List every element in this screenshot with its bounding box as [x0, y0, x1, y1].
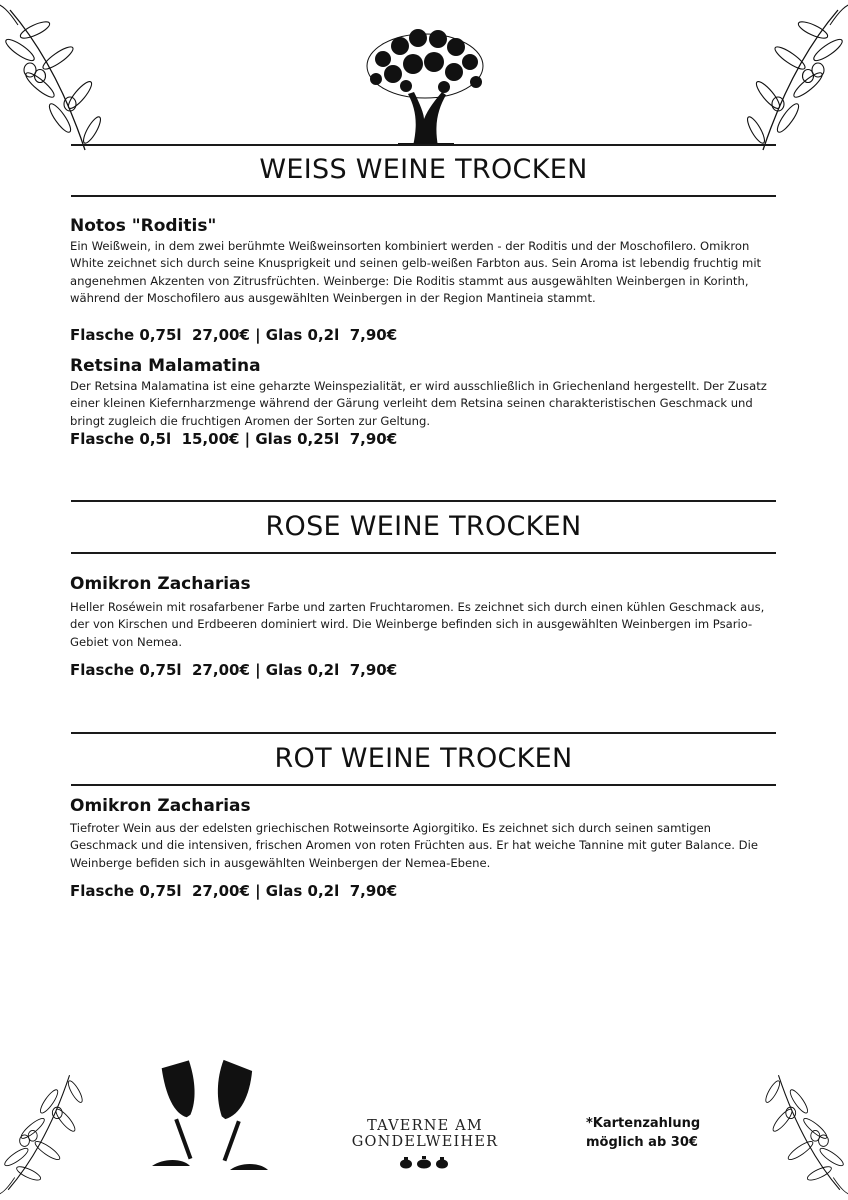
wine-name: Retsina Malamatina	[70, 356, 261, 376]
wine-description: Tiefroter Wein aus der edelsten griechischen Rotweinsorte Agiorgitiko. Es zeichnet sich durch seinen samtigen Geschmack und die intensiven, frischen Aromen von roten Früchten aus. Er hat weiche Tannine mit guter Balance. Die Weinberge befiden sich in ausgewählten Weinbergen der Nemea-Ebene.	[70, 821, 758, 870]
champagne-glasses-icon	[148, 1058, 270, 1178]
wine-description: Heller Roséwein mit rosafarbener Farbe und zarten Fruchtaromen. Es zeichnet sich durch einen kühlen Geschmack aus, der von Kirschen und Erdbeeren dominiert wird. Die Weinberge befinden sich in ausgewählten Weinbergen im Psario-Gebiet von Nemea.	[70, 600, 765, 649]
wine-price: Flasche 0,75l 27,00€ | Glas 0,2l 7,90€	[70, 326, 398, 344]
payment-note: *Kartenzahlung	[586, 1116, 701, 1131]
wine-price: Flasche 0,75l 27,00€ | Glas 0,2l 7,90€	[70, 661, 398, 679]
olive-branch-icon	[0, 0, 110, 160]
olive-branch-icon	[0, 1065, 90, 1200]
payment-note: möglich ab 30€	[586, 1135, 698, 1150]
pottery-icon	[398, 1156, 450, 1172]
olive-tree-icon	[358, 24, 492, 146]
brand-name: GONDELWEIHER	[351, 1134, 499, 1150]
section-heading: ROSE WEINE TROCKEN	[265, 511, 582, 542]
wine-name: Notos "Roditis"	[70, 216, 217, 236]
wine-price: Flasche 0,75l 27,00€ | Glas 0,2l 7,90€	[70, 882, 398, 900]
brand-name: TAVERNE AM	[367, 1118, 483, 1134]
wine-name: Omikron Zacharias	[70, 574, 251, 594]
wine-description: Ein Weißwein, in dem zwei berühmte Weißweinsorten kombiniert werden - der Roditis und der Moschofilero. Omikron White zeichnet sich durch seine Knusprigkeit und seinen gelb-weißen Farbton aus. Sein Aroma ist lebendig fruchtig mit angenehmen Akzenten von Zitrusfrüchten. Weinberge: Die Roditis stammt aus ausgewählten Weinbergen in Korinth, während der Moschofilero aus ausgewählten Weinbergen in der Region Mantineia stammt.	[70, 239, 762, 306]
section-heading: WEISS WEINE TROCKEN	[259, 154, 588, 185]
wine-name: Omikron Zacharias	[70, 796, 251, 816]
olive-branch-icon	[758, 1065, 848, 1200]
wine-description: Der Retsina Malamatina ist eine geharzte Weinspezialität, er wird ausschließlich in Griechenland hergestellt. Der Zusatz einer kleinen Kiefernharzmenge während der Gärung verleiht dem Retsina seinen charakteristischen Geschmack und bringt zugleich die fruchtigen Aromen der Sorten zur Geltung.	[70, 379, 767, 428]
section-heading: ROT WEINE TROCKEN	[274, 743, 573, 774]
olive-branch-icon	[738, 0, 848, 160]
wine-price: Flasche 0,5l 15,00€ | Glas 0,25l 7,90€	[70, 430, 398, 448]
